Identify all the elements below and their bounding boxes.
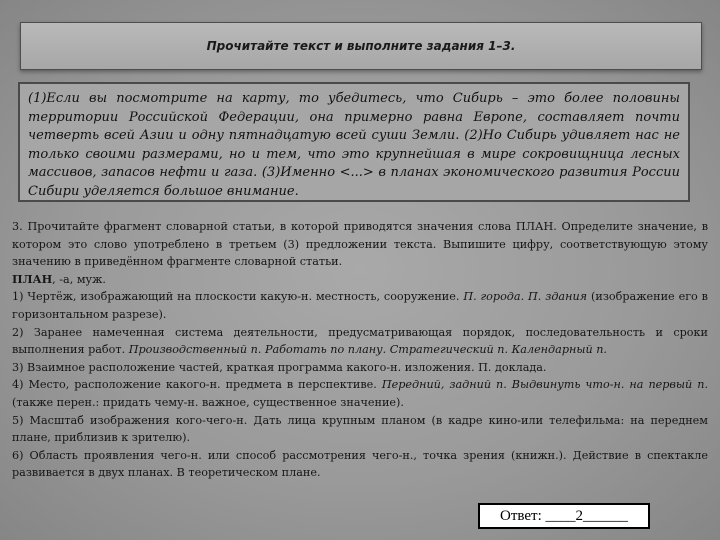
meaning-4-tail: (также перен.: придать чему-н. важное, существенное значение). (12, 395, 404, 409)
meaning-1-example: П. города. П. здания (463, 290, 588, 304)
text-passage-box (18, 82, 690, 202)
page-title: Прочитайте текст и выполните задания 1–3. (206, 39, 516, 53)
meaning-4-text: 4) Место, расположение какого-н. предмета в перспективе. (12, 378, 382, 392)
dictionary-entry-head (12, 271, 708, 289)
meaning-6-text: 6) Область проявления чего-н. или способ рассмотрения чего-н., точка зрения (книжн.). Действие в спектакле развивается в двух планах. В теоретическом плане. (12, 448, 708, 480)
meaning-3 (12, 359, 708, 377)
headword: ПЛАН (12, 271, 53, 286)
text-passage: (1)Если вы посмотрите на карту, то убедитесь, что Сибирь – это более половины территории Российской Федерации, она примерно равна Европе, составляет почти четверть всей Азии и одну пятнадцатую всей суши Земли. (2)Но Сибирь удивляет нас не только своими размерами, но и тем, что это крупнейшая в мире сокровищница лесных массивов, запасов нефти и газа. (3)Именно <...> в планах экономического развития России Сибири уделяется большое внимание. (28, 91, 680, 199)
meaning-3-text: 3) Взаимное расположение частей, краткая программа какого-н. изложения. П. доклада. (12, 360, 547, 374)
meaning-2-text: 2) Заранее намеченная система деятельности, предусматривающая порядок, последовательность и сроки выполнения работ. (12, 325, 708, 357)
meaning-1-text: 1) Чертёж, изображающий на плоскости какую-н. местность, сооружение. (12, 290, 464, 304)
meaning-1 (12, 288, 708, 323)
answer-text: Ответ: ____2______ (499, 507, 628, 524)
task-intro: 3. Прочитайте фрагмент словарной статьи, в которой приводятся значения слова ПЛАН. Определите значение, в котором это слово употреблено в третьем (3) предложении текста. Выпишите цифру, соответствующую этому значению в приведённом фрагменте словарной статьи. (12, 220, 708, 269)
headword-grammar: , -а, муж. (52, 272, 106, 286)
meaning-2 (12, 324, 708, 359)
meaning-4-example: Передний, задний п. Выдвинуть что-н. на первый п. (381, 378, 708, 392)
answer-box (478, 503, 650, 529)
title-banner (20, 22, 702, 70)
meaning-6 (12, 447, 708, 482)
meaning-1-tail: (изображение его в горизонтальном разрезе). (12, 290, 708, 321)
meaning-4 (12, 376, 708, 411)
task-block (12, 218, 708, 482)
meaning-2-example: Производственный п. Работать по плану. Стратегический п. Календарный п. (128, 343, 607, 357)
meaning-5 (12, 412, 708, 447)
meaning-5-text: 5) Масштаб изображения кого-чего-н. Дать лица крупным планом (в кадре кино-или телефильма: на переднем плане, приблизив к зрителю). (12, 413, 708, 445)
